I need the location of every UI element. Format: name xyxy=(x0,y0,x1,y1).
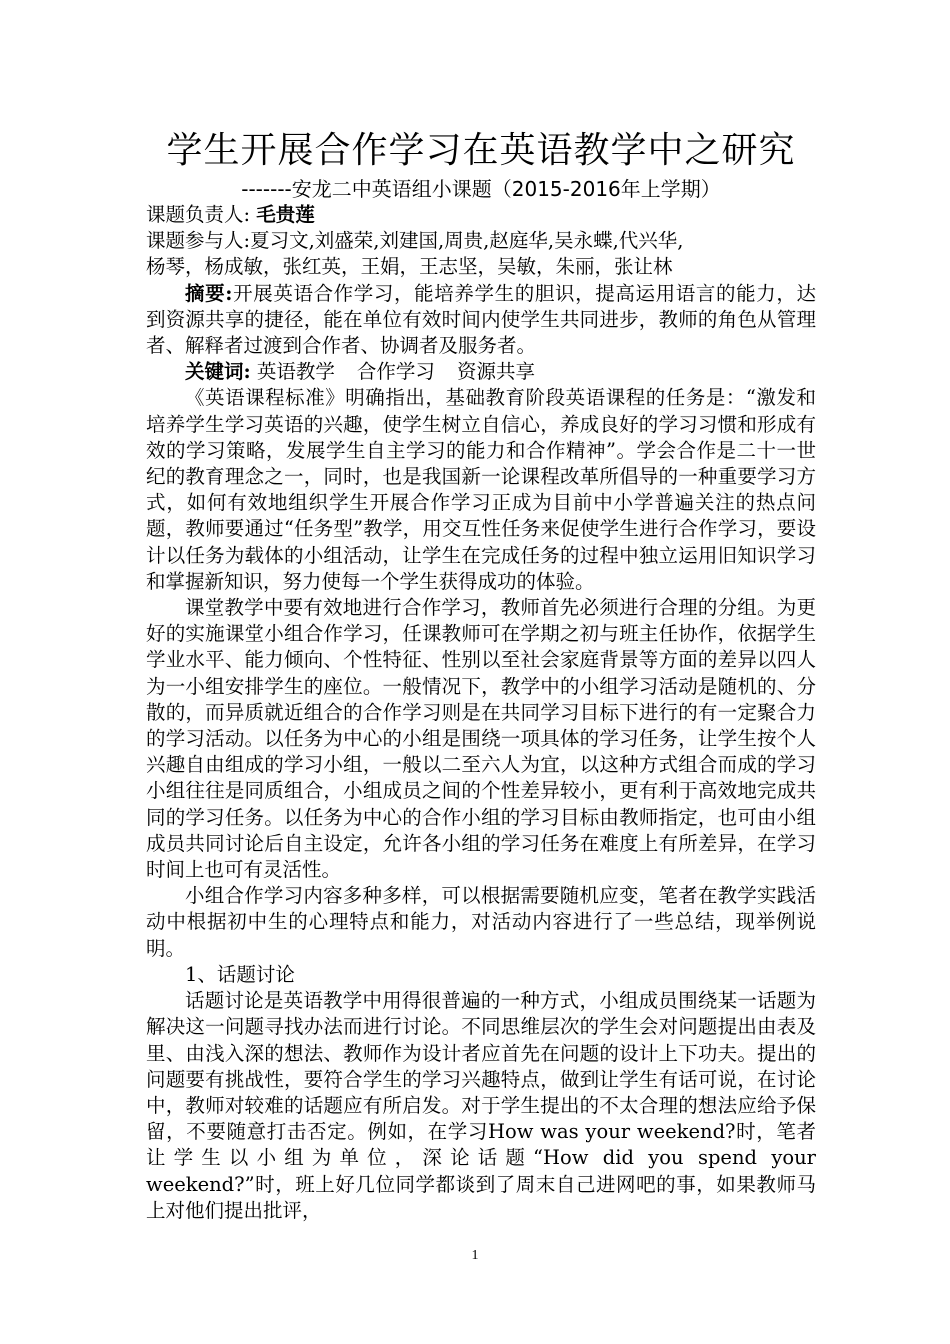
abstract-label: 摘要: xyxy=(185,281,233,305)
abstract-text: 开展英语合作学习，能培养学生的胆识，提高运用语言的能力，达到资源共享的捷径，能在单位有效时间内使学生共同进步，教师的角色从管理者、解释者过渡到合作者、协调者及服务者。 xyxy=(146,281,816,358)
document-subtitle: -------安龙二中英语组小课题（2015-2016年上学期） xyxy=(241,177,721,201)
section-paragraph: 话题讨论是英语教学中用得很普遍的一种方式，小组成员围绕某一话题为解决这一问题寻找办法而进行讨论。不同思维层次的学生会对问题提出由表及里、由浅入深的想法、教师作为设计者应首先在问题的设计上下功夫。提出的问题要有挑战性，要符合学生的学习兴趣特点，做到让学生有话可说，在讨论中，教师对较难的话题应有所启发。对于学生提出的不太合理的想法应给予保留，不要随意打击否定。例如，在学习How was your weekend?时，笔者让学生以小组为单位，深论话题“How did you spend your weekend?”时，班上好几位同学都谈到了周末自己进网吧的事，如果教师马上对他们提出批评， xyxy=(146,989,816,1222)
keywords-label: 关键词: xyxy=(185,360,251,384)
leader-name: 毛贵莲 xyxy=(256,203,315,226)
document-page xyxy=(146,126,816,1224)
document-title: 学生开展合作学习在英语教学中之研究 xyxy=(166,130,796,171)
body-paragraph: 课堂教学中要有效地进行合作学习，教师首先必须进行合理的分组。为更好的实施课堂小组合作学习，任课教师可在学期之初与班主任协作，依据学生学业水平、能力倾向、个性特征、性别以至社会家庭背景等方面的差异以四人为一小组安排学生的座位。一般情况下，教学中的小组学习活动是随机的、分散的，而异质就近组合的合作学习则是在共同学习目标下进行的有一定聚合力的学习活动。以任务为中心的小组是围绕一项具体的学习任务，让学生按个人兴趣自由组成的学习小组，一般以二至六人为宜，以这种方式组合而成的学习小组往往是同质组合，小组成员之间的个性差异较小，更有利于高效地完成共同的学习任务。以任务为中心的合作小组的学习目标由教师指定，也可由小组成员共同讨论后自主设定，允许各小组的学习任务在难度上有所差异，在学习时间上也可有灵活性。 xyxy=(146,596,816,882)
participants-line xyxy=(146,228,816,254)
keyword: 英语教学 xyxy=(256,360,335,384)
participants-label: 课题参与人: xyxy=(146,229,251,253)
leader-line xyxy=(146,202,816,228)
body-paragraph: 小组合作学习内容多种多样，可以根据需要随机应变，笔者在教学实践活动中根据初中生的心理特点和能力，对活动内容进行了一些总结，现举例说明。 xyxy=(146,884,816,960)
page-number: 1 xyxy=(471,1248,479,1263)
participants-list-1: 夏习文,刘盛荣,刘建国,周贵,赵庭华,吴永蝶,代兴华, xyxy=(250,229,684,253)
keywords xyxy=(146,359,816,385)
body-paragraph: 《英语课程标准》明确指出，基础教育阶段英语课程的任务是：“激发和培养学生学习英语的兴趣，使学生树立自信心，养成良好的学习习惯和形成有效的学习策略，发展学生自主学习的能力和合作精神”。学会合作是二十一世纪的教育理念之一，同时，也是我国新一论课程改革所倡导的一种重要学习方式，如何有效地组织学生开展合作学习正成为目前中小学普遍关注的热点问题，教师要通过“任务型”教学，用交互性任务来促使学生进行合作学习，要设计以任务为载体的小组活动，让学生在完成任务的过程中独立运用旧知识学习和掌握新知识，努力使每一个学生获得成功的体验。 xyxy=(146,386,816,593)
participants-line-2: 杨琴，杨成敏，张红英，王娟，王志坚，吴敏，朱丽，张让林 xyxy=(146,255,673,279)
keyword: 合作学习 xyxy=(356,360,435,384)
leader-label: 课题负责人: xyxy=(146,203,251,226)
keyword: 资源共享 xyxy=(456,360,535,384)
section-heading: 1、话题讨论 xyxy=(185,962,295,986)
abstract xyxy=(146,281,816,360)
